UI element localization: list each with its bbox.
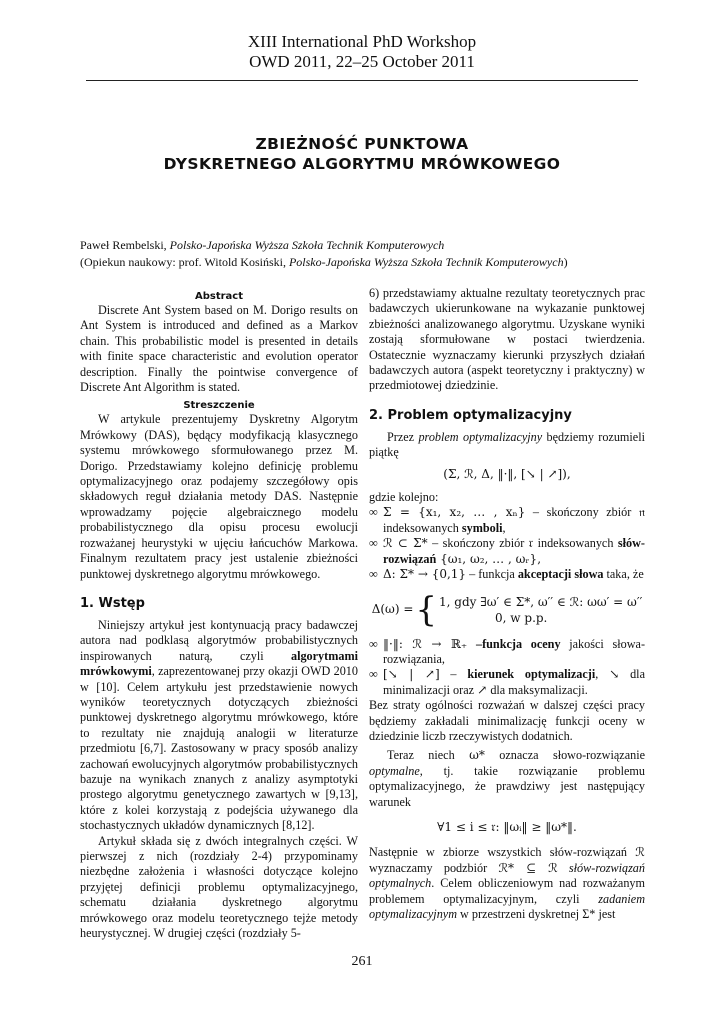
direction-dash: – bbox=[439, 667, 468, 682]
assumption-paragraph: Bez straty ogólności rozważań w dalszej części pracy będziemy zakładali minimalizację funkcji oceny w dziedzinie liczb rzeczywistych dodatnich. bbox=[369, 698, 645, 743]
title-line-2: DYSKRETNEGO ALGORYTMU MRÓWKOWEGO bbox=[163, 155, 561, 173]
gdzie-label: gdzie kolejno: bbox=[369, 490, 439, 505]
definition-item-norm bbox=[369, 637, 645, 668]
infinity-bullet-icon: ∞ bbox=[369, 667, 378, 682]
delta-bold: akceptacji słowa bbox=[517, 567, 604, 582]
norm-bold: –funkcja oceny bbox=[467, 636, 561, 651]
workshop-header bbox=[0, 32, 724, 72]
s1p1-text-c: , zaprezentowanej przy okazji OWD 2010 w [10]. Celem artykułu jest przedstawienie nowych wyników teoretycznych dotyczących zbieżności punktowej dyskretnego algorytmu mrówkowego, które to rezultaty nie znajdują analogii w literaturze przedmiotu [6,7]. Zastosowany w pracy sposób analizy zachowań ewolucyjnych algorytmów probabilistycznych bazuje na wynikach znanych z analizy asymptotyki prostego algorytmu genetycznego zawartych w [9,13], które z kolei korzystają z podejścia używanego dla stochastycznych układów dynamicznych [8,12]. bbox=[80, 664, 358, 833]
header-line-1: XIII International PhD Workshop bbox=[247, 32, 477, 51]
delta-cases bbox=[439, 594, 642, 626]
s2-intro-b: będziemy rozumieli piątkę bbox=[369, 429, 645, 460]
definition-item-direction bbox=[369, 667, 645, 698]
sigma-formula: Σ = {x₁, x₂, … , xₙ} bbox=[383, 505, 526, 520]
r-formula: ℛ ⊂ Σ* bbox=[383, 536, 428, 551]
definition-item-sigma bbox=[369, 505, 645, 536]
header-rule bbox=[86, 80, 638, 81]
nast-b: . Celem obliczeniowym nad rozważanym problemem optymalizacyjnym, czyli bbox=[369, 876, 645, 906]
delta-lhs: Δ(ω) = bbox=[371, 601, 414, 616]
r-text: – skończony zbiór 𝔯 indeksowanych bbox=[427, 536, 618, 551]
infinity-bullet-icon: ∞ bbox=[369, 505, 378, 520]
author-affiliation: Polsko-Japońska Wyższa Szkoła Technik Komputerowych bbox=[169, 238, 445, 252]
section-1-heading: 1. Wstęp bbox=[80, 595, 145, 611]
definition-item-delta bbox=[369, 567, 645, 582]
problem-tuple-formula: (Σ, ℛ, Δ, ‖·‖, [↘ | ↗]), bbox=[443, 466, 571, 481]
s1p1-bold: algorytmami mrówkowymi bbox=[80, 648, 358, 679]
delta-definition-formula bbox=[369, 589, 645, 630]
supervisor-line bbox=[80, 254, 660, 271]
left-column bbox=[80, 290, 358, 941]
norm-formula: ‖·‖: ℛ → ℝ₊ bbox=[383, 636, 468, 651]
delta-signature: Δ: Σ* → {0,1} bbox=[383, 567, 467, 582]
title-line-1: ZBIEŻNOŚĆ PUNKTOWA bbox=[255, 135, 469, 153]
supervisor-close: ) bbox=[563, 255, 568, 269]
s2-intro-em: problem optymalizacyjny bbox=[418, 429, 543, 444]
delta-text: – funkcja bbox=[466, 567, 518, 582]
section-2-intro bbox=[369, 430, 645, 461]
s1p1-text-a: Niniejszy artykuł jest kontynuacją pracy badawczej autora nad podklasą algorytmów probabilistycznych inspirowanych naturą, czyli bbox=[80, 617, 358, 663]
delta-case-1: 1, gdy ∃ω′ ∈ Σ*, ω′′ ∈ ℛ: ωω′ = ω′′ bbox=[439, 594, 643, 609]
streszczenie-heading: Streszczenie bbox=[183, 400, 255, 412]
niech-c: , tj. takie rozwiązanie problemu optymalizacyjnego, że prawdziwy jest następujący warunek bbox=[369, 763, 645, 809]
infinity-bullet-icon: ∞ bbox=[369, 567, 378, 582]
nast-em: słów-rozwiązań optymalnych bbox=[369, 860, 645, 891]
abstract-heading: Abstract bbox=[194, 291, 244, 302]
r-set-formula: {ω₁, ω₂, … , ωᵣ}, bbox=[436, 551, 542, 566]
sigma-end: , bbox=[502, 520, 506, 535]
author-name: Paweł Rembelski, bbox=[80, 238, 170, 252]
infinity-bullet-icon: ∞ bbox=[369, 636, 378, 651]
optimal-word-paragraph bbox=[369, 748, 645, 810]
optimality-condition-formula: ∀1 ≤ i ≤ 𝔯: ‖ωᵢ‖ ≥ ‖ω*‖. bbox=[437, 819, 577, 834]
nast-c: w przestrzeni dyskretnej Σ* jest bbox=[457, 907, 616, 921]
optimal-subset-paragraph bbox=[369, 845, 645, 922]
sigma-bold: symboli bbox=[461, 520, 503, 535]
section-1-paragraph-3: 6) przedstawiamy aktualne rezultaty teoretycznych prac badawczych ukierunkowane na wykazanie punktowej zbieżności analizowanego algorytmu. Uzyskane wyniki zostają sformułowane w postaci twierdzenia. Ostatecznie wyznaczamy kierunki przyszłych działań badawczych autora (aspekt teoretyczny i praktyczny) w przedmiotowej dziedzinie. bbox=[369, 286, 645, 393]
s2-intro-a: Przez bbox=[387, 429, 419, 444]
abstract-text: Discrete Ant System based on M. Dorigo results on Ant System is introduced and defined as a Markov chain. This probabilistic model is presented in details with finite space characteristic and evolution operator description. Finally the pointwise convergence of Discrete Ant Algorithm is stated. bbox=[80, 303, 358, 395]
norm-text: jakości słowa-rozwiązania, bbox=[383, 636, 645, 666]
section-1-paragraph-1 bbox=[80, 618, 358, 834]
paper-title bbox=[0, 134, 724, 174]
right-column bbox=[369, 286, 645, 922]
niech-em: optymalne bbox=[369, 763, 420, 778]
r-star-formula: ℛ* ⊆ ℛ bbox=[498, 860, 558, 875]
supervisor-affiliation: Polsko-Japońska Wyższa Szkoła Technik Komputerowych bbox=[288, 255, 564, 269]
niech-b: oznacza słowo-rozwiązanie bbox=[484, 748, 645, 763]
omega-star: ω* bbox=[469, 748, 485, 763]
delta-end: taka, że bbox=[603, 567, 644, 582]
delta-case-2: 0, w p.p. bbox=[495, 610, 548, 625]
header-line-2: OWD 2011, 22–25 October 2011 bbox=[249, 52, 475, 71]
definition-item-r bbox=[369, 536, 645, 567]
infinity-bullet-icon: ∞ bbox=[369, 536, 378, 551]
page-number: 261 bbox=[351, 954, 373, 969]
niech-a: Teraz niech bbox=[387, 748, 470, 763]
section-2-heading: 2. Problem optymalizacyjny bbox=[369, 407, 572, 423]
sigma-text: – skończony zbiór 𝔫 indeksowanych bbox=[383, 505, 645, 535]
nast-a: Następnie w zbiorze wszystkich słów-rozwiązań ℛ wyznaczamy podzbiór bbox=[369, 845, 645, 875]
section-1-paragraph-2: Artykuł składa się z dwóch integralnych części. W pierwszej z nich (rozdziały 2-4) przypominamy niezbędne założenia i własności dotyczące kolejno przyjętej definicji problemu optymalizacyjnego, schematu działania dyskretnego algorytmu mrówkowego oraz modelu teoretycznego tejże metody heurystycznej. W drugiej części (rozdziały 5- bbox=[80, 833, 358, 941]
authors-block bbox=[80, 237, 660, 271]
left-brace-icon: { bbox=[415, 589, 438, 630]
streszczenie-text: W artykule prezentujemy Dyskretny Algorytm Mrówkowy (DAS), będący modyfikacją klasycznego systemu mrówkowego sformułowanego przez M. Dorigo. Przedstawiamy kolejno definicję problemu optymalizacyjnego oraz podajemy szczegółowy opis składowych reguł działania metody DAS. Następnie wprowadzamy pojęcie algebraicznego modelu probabilistycznego dla opisu procesu ewolucji rozważanej heurystyki w ujęciu łańcuchów Markowa. Finalnym rezultatem pracy jest ustalenie zbieżności punktowej dyskretnego algorytmu mrówkowego. bbox=[80, 412, 358, 581]
nast-em2: zadaniem optymalizacyjnym bbox=[369, 891, 645, 921]
direction-formula: [↘ | ↗] bbox=[383, 667, 440, 682]
author-line bbox=[80, 237, 660, 254]
supervisor-name: (Opiekun naukowy: prof. Witold Kosiński, bbox=[80, 255, 289, 269]
r-bold: słów-rozwiązań bbox=[383, 536, 645, 566]
direction-text: , ↘ dla minimalizacji oraz ↗ dla maksymalizacji. bbox=[383, 667, 645, 697]
direction-bold: kierunek optymalizacji bbox=[467, 667, 596, 682]
